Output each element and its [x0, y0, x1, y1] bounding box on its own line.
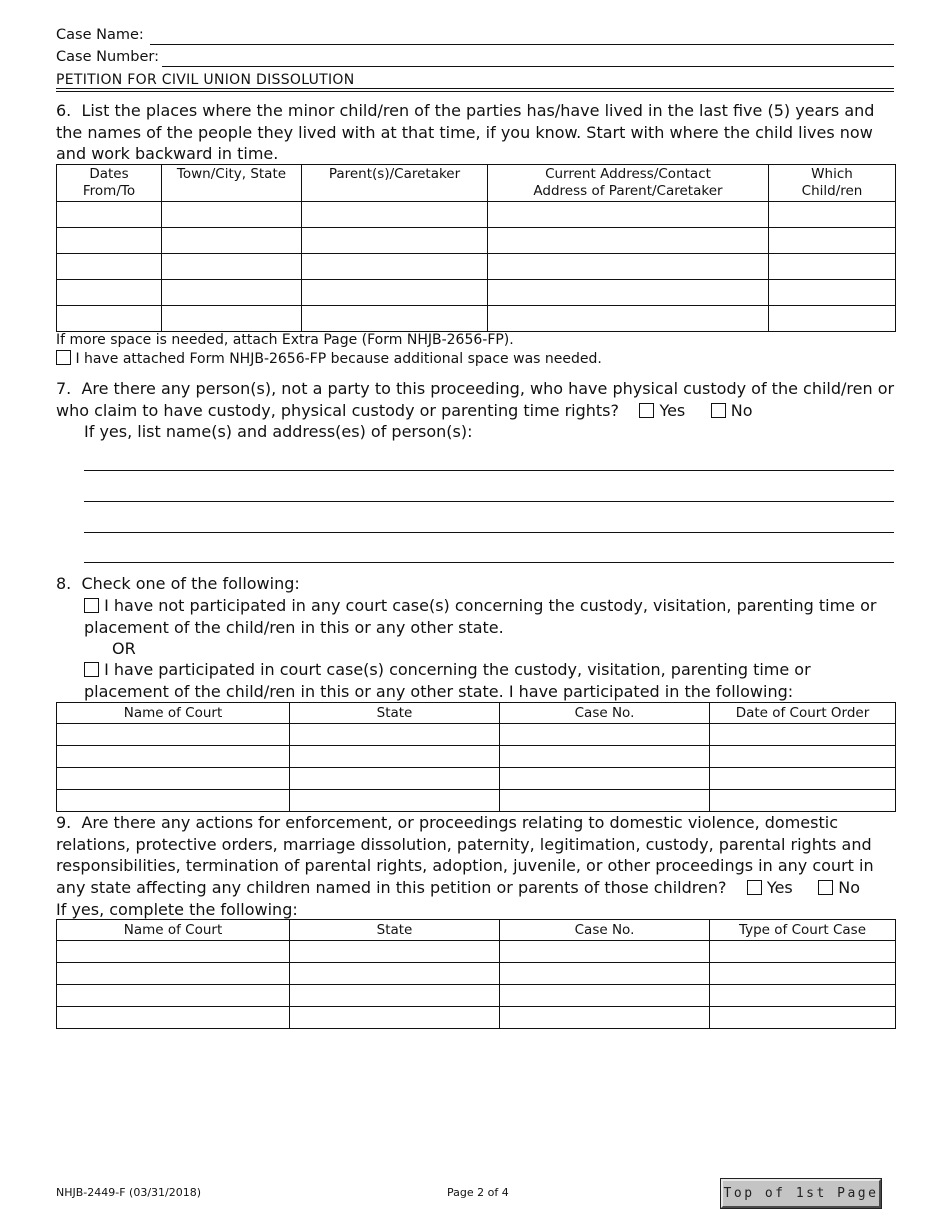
court-cases-table — [56, 702, 896, 812]
question-7-text: Are there any person(s), not a party to this proceeding, who have physical custody of the child/ren or who claim to have custody, physical custody or parenting time rights? — [56, 379, 895, 420]
question-7-no-label: No — [730, 400, 753, 420]
table-cell[interactable] — [162, 202, 302, 228]
question-7-yes-checkbox[interactable] — [639, 403, 654, 418]
column-header-court-name: Name of Court — [57, 703, 290, 724]
table-cell[interactable] — [302, 280, 488, 306]
title-underline-2 — [56, 91, 894, 92]
question-9-no-label: No — [838, 877, 861, 897]
table-cell[interactable] — [162, 280, 302, 306]
table-cell[interactable] — [57, 254, 162, 280]
table-cell[interactable] — [710, 790, 896, 812]
table-header-row — [57, 920, 896, 941]
table-header-row — [57, 703, 896, 724]
question-6-text: List the places where the minor child/ren of the parties has/have lived in the last five (5) years and the names of the people they lived with at that time, if you know. Start with where the child lives now and work backward in time. — [56, 101, 875, 163]
table-row — [57, 985, 896, 1007]
question-7-yes-label: Yes — [659, 400, 686, 420]
question-9-if-yes: If yes, complete the following: — [56, 900, 298, 919]
top-of-first-page-button[interactable]: Top of 1st Page — [721, 1179, 881, 1208]
table-cell[interactable] — [290, 768, 500, 790]
table-cell[interactable] — [769, 228, 896, 254]
column-header-parent: Parent(s)/Caretaker — [302, 165, 488, 202]
or-label: OR — [112, 639, 136, 658]
table-cell[interactable] — [500, 1007, 710, 1029]
table-cell[interactable] — [710, 941, 896, 963]
table-cell[interactable] — [488, 202, 769, 228]
not-participated-checkbox[interactable] — [84, 598, 99, 613]
case-number-field[interactable] — [162, 66, 894, 67]
column-header-address: Current Address/Contact Address of Parent/Caretaker — [488, 165, 769, 202]
table-cell[interactable] — [57, 280, 162, 306]
table-cell[interactable] — [162, 306, 302, 332]
custody-person-line[interactable] — [84, 532, 894, 533]
table-cell[interactable] — [162, 228, 302, 254]
question-7-number: 7. — [56, 379, 72, 398]
column-header-case-no: Case No. — [500, 920, 710, 941]
question-9-no-checkbox[interactable] — [818, 880, 833, 895]
table-row — [57, 746, 896, 768]
table-cell[interactable] — [302, 202, 488, 228]
column-header-court-order-date: Date of Court Order — [710, 703, 896, 724]
table-row — [57, 306, 896, 332]
table-cell[interactable] — [710, 746, 896, 768]
table-cell[interactable] — [488, 280, 769, 306]
table-cell[interactable] — [57, 746, 290, 768]
table-row — [57, 1007, 896, 1029]
table-cell[interactable] — [57, 202, 162, 228]
table-cell[interactable] — [500, 724, 710, 746]
table-cell[interactable] — [500, 768, 710, 790]
question-7 — [56, 378, 896, 421]
attached-extra-page-checkbox[interactable] — [56, 350, 71, 365]
participated-checkbox[interactable] — [84, 662, 99, 677]
column-header-town: Town/City, State — [162, 165, 302, 202]
table-cell[interactable] — [162, 254, 302, 280]
table-cell[interactable] — [302, 306, 488, 332]
title-underline — [56, 88, 894, 89]
table-cell[interactable] — [302, 254, 488, 280]
column-header-state: State — [290, 920, 500, 941]
table-cell[interactable] — [57, 941, 290, 963]
question-6-number: 6. — [56, 101, 72, 120]
table-cell[interactable] — [500, 790, 710, 812]
custody-person-line[interactable] — [84, 501, 894, 502]
question-9-number: 9. — [56, 813, 72, 832]
table-row — [57, 941, 896, 963]
question-8-text: Check one of the following: — [81, 574, 300, 593]
table-cell[interactable] — [769, 280, 896, 306]
column-header-state: State — [290, 703, 500, 724]
custody-person-line[interactable] — [84, 562, 894, 563]
column-header-court-case-type: Type of Court Case — [710, 920, 896, 941]
table-cell[interactable] — [57, 724, 290, 746]
table-cell[interactable] — [57, 768, 290, 790]
question-8-option-not-participated — [84, 595, 889, 638]
question-9-yes-checkbox[interactable] — [747, 880, 762, 895]
table-cell[interactable] — [57, 963, 290, 985]
participated-label: I have participated in court case(s) concerning the custody, visitation, parenting time or placement of the child/ren in this or any other state. I have participated in the following: — [84, 660, 811, 701]
table-row — [57, 790, 896, 812]
table-row — [57, 963, 896, 985]
question-9 — [56, 812, 896, 898]
table-cell[interactable] — [290, 963, 500, 985]
table-row — [57, 202, 896, 228]
question-8 — [56, 573, 300, 595]
table-cell[interactable] — [710, 724, 896, 746]
table-cell[interactable] — [488, 228, 769, 254]
table-header-row — [57, 165, 896, 202]
table-cell[interactable] — [769, 202, 896, 228]
table-cell[interactable] — [302, 228, 488, 254]
table-cell[interactable] — [500, 985, 710, 1007]
question-6 — [56, 100, 896, 165]
table-cell[interactable] — [488, 306, 769, 332]
column-header-case-no: Case No. — [500, 703, 710, 724]
custody-person-line[interactable] — [84, 470, 894, 471]
table-cell[interactable] — [500, 746, 710, 768]
table-row — [57, 254, 896, 280]
attached-extra-page-label: I have attached Form NHJB-2656-FP because additional space was needed. — [75, 351, 602, 367]
column-header-court-name: Name of Court — [57, 920, 290, 941]
question-7-if-yes: If yes, list name(s) and address(es) of person(s): — [84, 422, 473, 441]
table-cell[interactable] — [710, 768, 896, 790]
table-cell[interactable] — [710, 963, 896, 985]
form-title: PETITION FOR CIVIL UNION DISSOLUTION — [56, 72, 355, 88]
case-name-field[interactable] — [150, 44, 894, 45]
table-cell[interactable] — [290, 724, 500, 746]
extra-space-note: If more space is needed, attach Extra Page (Form NHJB-2656-FP). — [56, 332, 514, 348]
table-cell[interactable] — [290, 790, 500, 812]
column-header-children: Which Child/ren — [769, 165, 896, 202]
attached-extra-page-option — [56, 350, 602, 367]
table-cell[interactable] — [57, 985, 290, 1007]
table-cell[interactable] — [500, 941, 710, 963]
table-cell[interactable] — [57, 228, 162, 254]
table-cell[interactable] — [57, 306, 162, 332]
table-cell[interactable] — [769, 254, 896, 280]
question-8-number: 8. — [56, 574, 72, 593]
table-cell[interactable] — [290, 985, 500, 1007]
table-cell[interactable] — [769, 306, 896, 332]
table-cell[interactable] — [290, 1007, 500, 1029]
question-8-option-participated — [84, 659, 889, 702]
table-row — [57, 280, 896, 306]
form-id: NHJB-2449-F (03/31/2018) — [56, 1186, 202, 1199]
court-proceedings-table — [56, 919, 896, 1029]
page-number: Page 2 of 4 — [447, 1186, 509, 1199]
table-cell[interactable] — [290, 746, 500, 768]
column-header-dates: Dates From/To — [57, 165, 162, 202]
not-participated-label: I have not participated in any court case(s) concerning the custody, visitation, parenting time or placement of the child/ren in this or any other state. — [84, 596, 877, 637]
table-cell[interactable] — [57, 1007, 290, 1029]
question-9-text: Are there any actions for enforcement, or proceedings relating to domestic violence, domestic relations, protective orders, marriage dissolution, paternity, legitimation, custody, parental rights and responsibilities, termination of parental rights, adoption, juvenile, or other proceedings in any court in any state affecting any children named in this petition or parents of those children? — [56, 813, 874, 897]
residence-history-table — [56, 164, 896, 332]
table-cell[interactable] — [488, 254, 769, 280]
table-cell[interactable] — [57, 790, 290, 812]
table-cell[interactable] — [290, 941, 500, 963]
case-number-label: Case Number: — [56, 49, 159, 65]
table-row — [57, 724, 896, 746]
table-cell[interactable] — [710, 985, 896, 1007]
question-7-no-checkbox[interactable] — [711, 403, 726, 418]
table-row — [57, 768, 896, 790]
question-9-yes-label: Yes — [766, 877, 793, 897]
table-cell[interactable] — [710, 1007, 896, 1029]
case-name-label: Case Name: — [56, 27, 144, 43]
table-cell[interactable] — [500, 963, 710, 985]
table-row — [57, 228, 896, 254]
